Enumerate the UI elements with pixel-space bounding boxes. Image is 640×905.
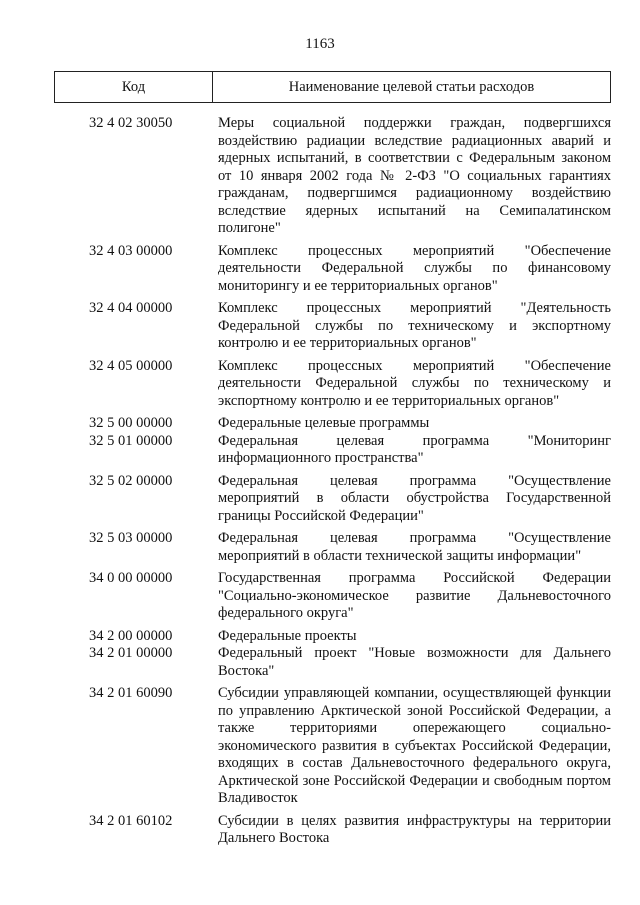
row-name: Государственная программа Российской Федерации "Социально-экономическое развитие Дальневосточного федерального округа"	[218, 570, 611, 621]
row-code: 34 2 01 60090	[89, 685, 173, 701]
row-name: Федеральный проект "Новые возможности для Дальнего Востока"	[218, 645, 611, 679]
table-body	[54, 115, 611, 848]
table-row	[54, 645, 611, 680]
row-code: 32 4 05 00000	[89, 357, 173, 374]
row-code: 34 0 00 00000	[89, 570, 173, 586]
row-code: 34 2 01 60102	[89, 812, 173, 829]
table-row	[54, 570, 611, 623]
row-name: Субсидии в целях развития инфраструктуры на территории Дальнего Востока	[218, 812, 611, 846]
row-name: Меры социальной поддержки граждан, подвергшихся воздействию радиации вследствие радиационных аварий и ядерных испытаний, в соответствии с Федеральным законом от 10 января 2002 года № 2-ФЗ "О социальных гарантиях гражданам, подвергшимся радиационному воздействию вследствие ядерных испытаний на Семипалатинском полигоне"	[218, 115, 611, 236]
table-row	[54, 415, 611, 433]
table-row	[54, 473, 611, 526]
page-number: 1163	[305, 36, 335, 52]
table-row	[54, 813, 611, 848]
row-name: Федеральная целевая программа "Осуществление мероприятий в области обустройства Государственной границы Российской Федерации"	[218, 472, 611, 524]
row-code: 32 4 03 00000	[89, 242, 173, 259]
table-row	[54, 243, 611, 296]
row-code: 32 5 02 00000	[89, 472, 173, 489]
table-row	[54, 300, 611, 353]
table-row	[54, 685, 611, 808]
row-name: Комплекс процессных мероприятий "Обеспечение деятельности Федеральной службы по техническому и экспортному контролю и ее территориальных органов"	[218, 357, 611, 409]
row-code: 32 5 01 00000	[89, 432, 173, 449]
row-name: Комплекс процессных мероприятий "Обеспечение деятельности Федеральной службы по финансовому мониторингу и ее территориальных органов"	[218, 242, 611, 294]
row-name: Федеральная целевая программа "Мониторинг информационного пространства"	[218, 432, 611, 466]
column-header-code: Код	[55, 72, 213, 102]
table-row	[54, 433, 611, 468]
row-code: 34 2 00 00000	[89, 627, 173, 644]
row-code: 34 2 01 00000	[89, 645, 173, 661]
row-name: Федеральные целевые программы	[218, 415, 430, 431]
row-code: 32 4 02 30050	[89, 115, 173, 131]
row-code: 32 5 03 00000	[89, 530, 173, 546]
table-row	[54, 358, 611, 411]
row-code: 32 5 00 00000	[89, 415, 173, 431]
row-name: Федеральная целевая программа "Осуществление мероприятий в области технической защиты информации"	[218, 530, 611, 564]
column-header-name: Наименование целевой статьи расходов	[288, 79, 535, 95]
row-code: 32 4 04 00000	[89, 300, 173, 316]
row-name: Субсидии управляющей компании, осуществляющей функции по управлению Арктической зоной Российской Федерации, а также территориями опережающего социально-экономического развития в субъектах Российской Федерации, входящих в состав Дальневосточного федерального округа, Арктической зоне Российской Федерации и свободным портом Владивосток	[218, 685, 611, 806]
table-header	[54, 71, 611, 103]
table-row	[54, 530, 611, 565]
row-name: Федеральные проекты	[218, 627, 357, 644]
table-row	[54, 628, 611, 646]
table-row	[54, 115, 611, 238]
row-name: Комплекс процессных мероприятий "Деятельность Федеральной службы по техническому и экспортному контролю и ее территориальных органов"	[218, 300, 611, 351]
